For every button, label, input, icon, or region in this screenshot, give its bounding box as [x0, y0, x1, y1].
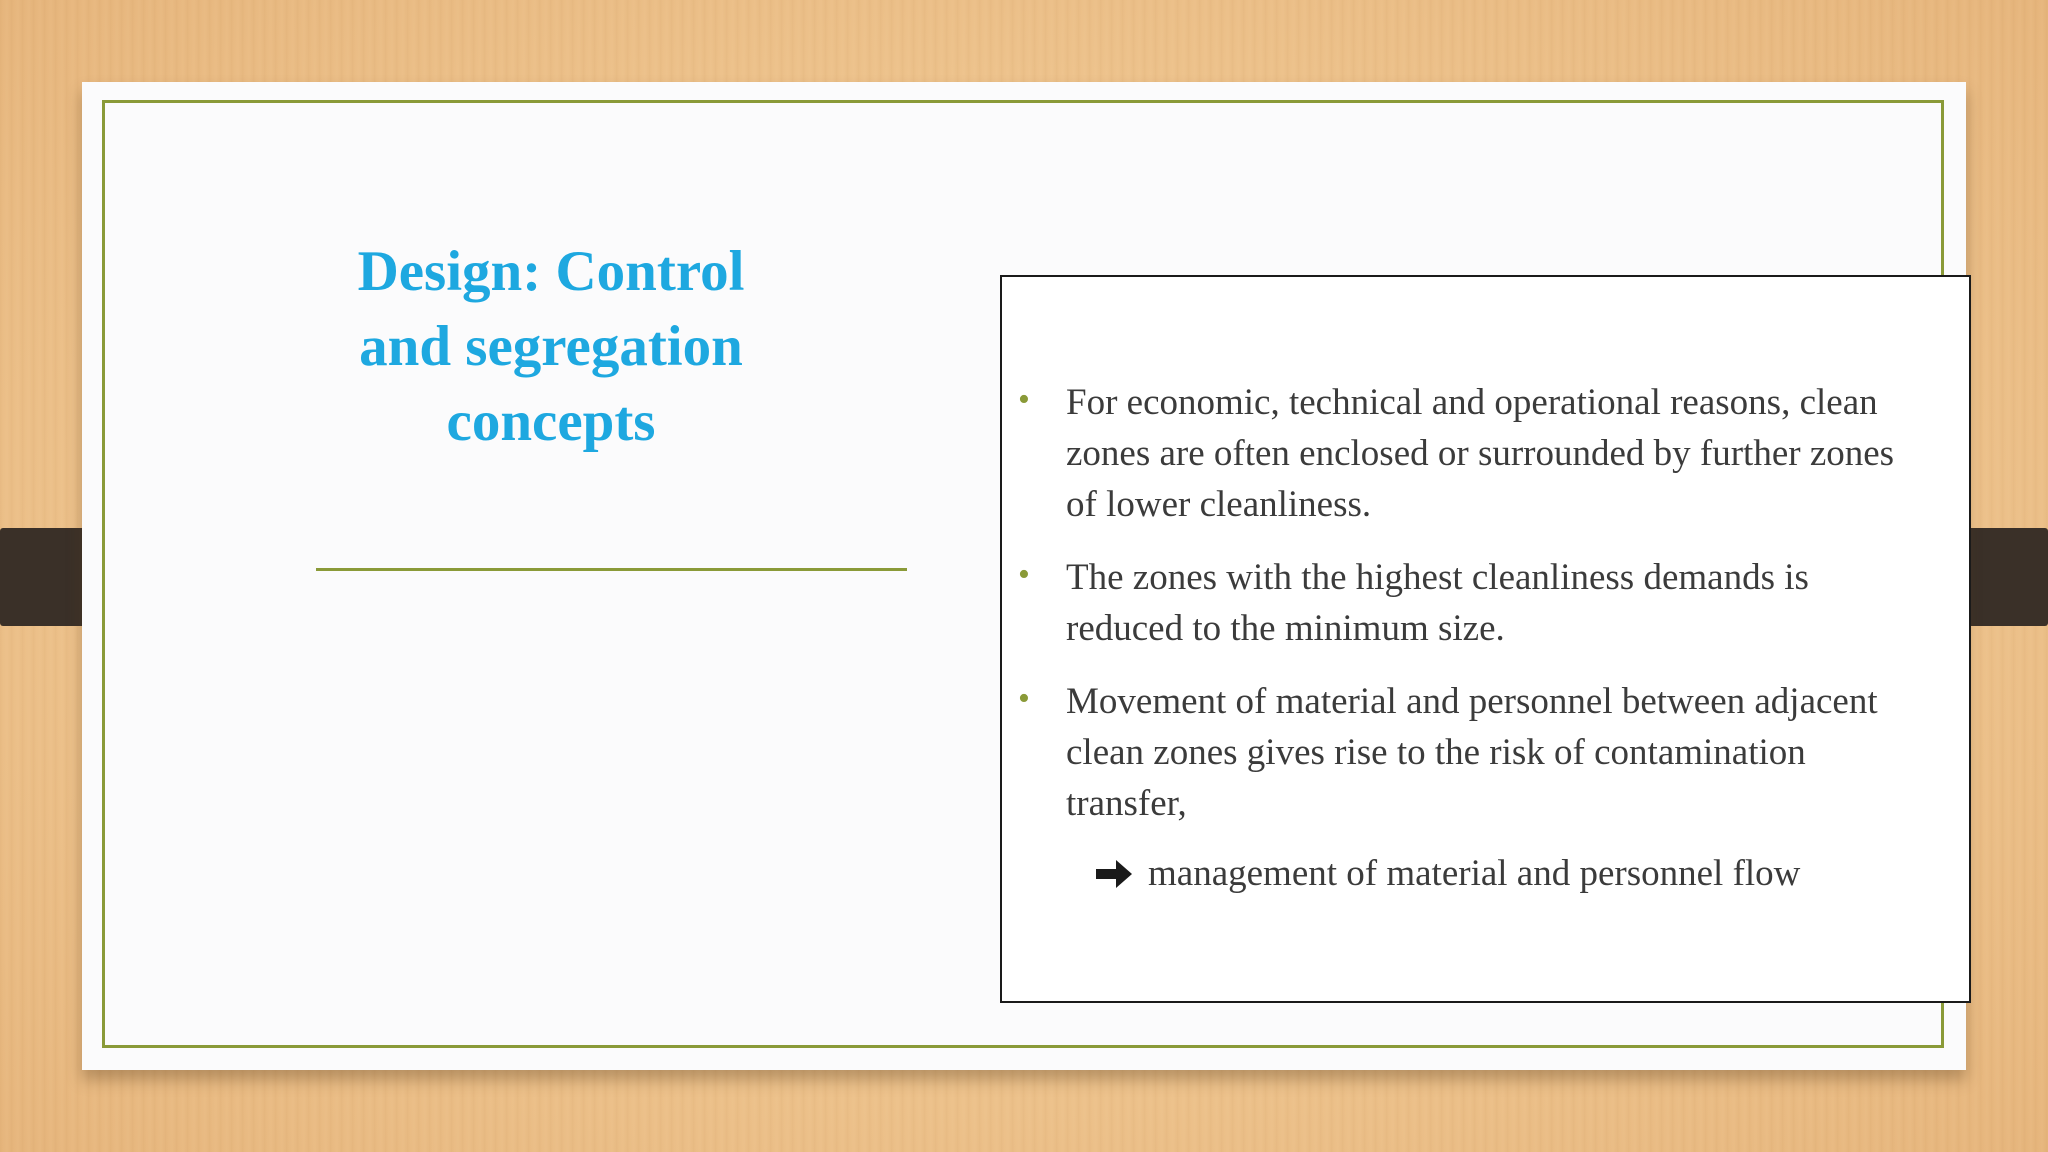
bullet-item	[1002, 552, 1969, 654]
bullet-dot-icon: •	[1018, 556, 1030, 593]
bullet-text: The zones with the highest cleanliness demands is reduced to the minimum size.	[1066, 557, 1809, 649]
slide-title: Design: Control and segregation concepts	[357, 240, 745, 453]
bullet-dot-icon: •	[1018, 680, 1030, 717]
bullet-item	[1002, 377, 1969, 530]
bullet-dot-icon: •	[1018, 381, 1030, 418]
sub-item-text: management of material and personnel flow	[1148, 853, 1801, 894]
bullet-text: For economic, technical and operational reasons, clean zones are often enclosed or surrounded by further zones of lower cleanliness.	[1066, 382, 1895, 525]
title-divider	[316, 568, 907, 571]
bullet-list	[1002, 377, 1969, 851]
right-arrow-icon	[1094, 848, 1134, 913]
sub-item	[1094, 848, 1800, 913]
slide	[82, 82, 1966, 1070]
bullet-item	[1002, 676, 1969, 829]
content-box	[1000, 275, 1971, 1003]
bullet-text: Movement of material and personnel between adjacent clean zones gives rise to the risk of contamination transfer,	[1066, 681, 1878, 824]
